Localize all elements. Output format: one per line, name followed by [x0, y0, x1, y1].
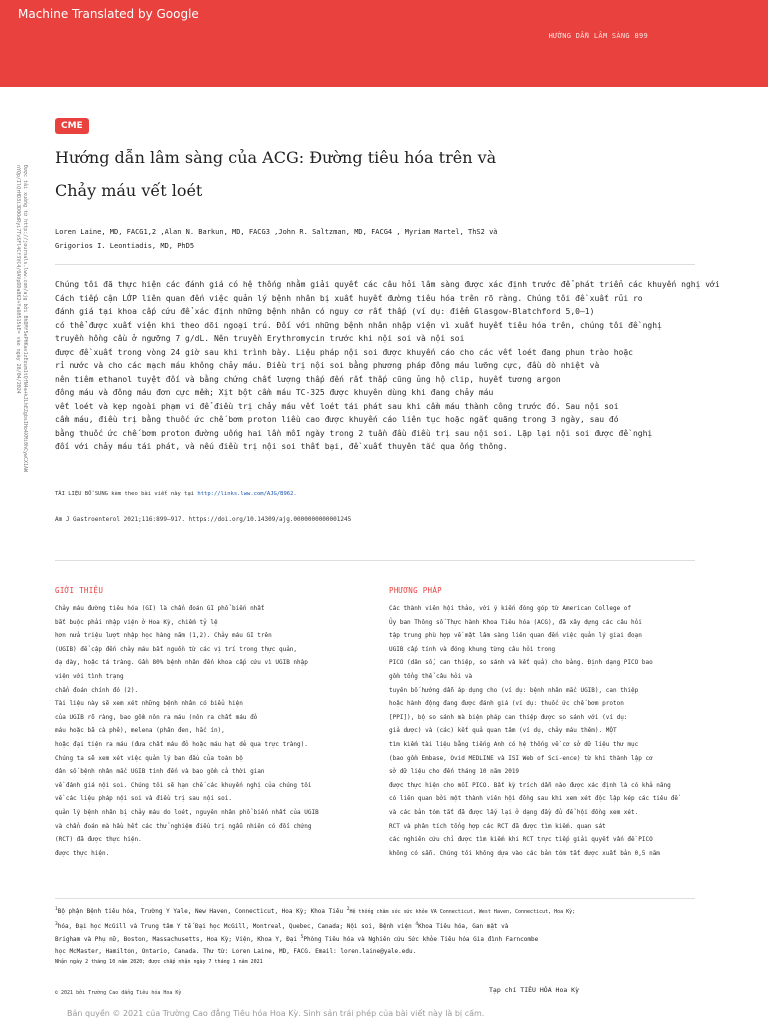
body-line: hơn nửa triệu lượt nhập học hàng năm (1,2). Chảy máu GI trên — [55, 632, 272, 640]
body-line: Chảy máu đường tiêu hóa (GI) là chẩn đoán GI phổ biến nhất — [55, 605, 265, 612]
abstract-line: đông máu và đông máu đơn cực mềm; Xịt bột cầm máu TC-325 được khuyên dùng khi đang chảy máu — [55, 388, 494, 397]
supplementary-note — [55, 491, 297, 497]
abstract-line: Chúng tôi đã thực hiện các đánh giá có hệ thống nhằm giải quyết các câu hỏi lâm sàng được xác định trước để phát triển các khuyến nghị với — [55, 280, 720, 289]
title-line: Hướng dẫn lâm sàng của ACG: Đường tiêu hóa trên và — [55, 148, 497, 167]
body-line: về đánh giá nội soi. Chúng tôi sẽ hạn chế các khuyến nghị của chúng tôi — [55, 781, 312, 789]
body-line: gồm tổng thể câu hỏi và — [389, 672, 473, 680]
abstract-line: được đề xuất trong vòng 24 giờ sau khi trình bày. Liệu pháp nội soi được khuyến cáo cho các vết loét đang phun trào hoặc — [55, 347, 633, 357]
affiliations — [55, 904, 705, 969]
abstract-line: truyền hồng cầu ở ngưỡng 7 g/dL. Nên truyền Erythromycin trước khi nội soi và nội soi — [55, 334, 465, 343]
download-notice — [14, 165, 28, 525]
body-line: Tài liệu này sẽ xem xét những bệnh nhân có biểu hiện — [55, 700, 243, 708]
body-line: (bao gồm Embase, Ovid MEDLINE và ISI Web of Sci-ence) từ khi thành lập cơ — [389, 754, 653, 762]
body-line: các nghiên cứu chỉ được tìm kiếm khi RCT trực tiếp giải quyết vấn đề PICO — [389, 836, 653, 844]
abstract-line: đối với chảy máu tái phát, và nếu điều trị nội soi thất bại, đề xuất thuyên tắc qua ống thông. — [55, 442, 508, 451]
methods-heading: PHƯƠNG PHÁP — [389, 586, 442, 595]
author-line: Grigorios I. Leontiadis, MD, PhD5 — [55, 242, 195, 250]
abstract-line: có thể được xuất viện khi theo dõi ngoại trú. Đối với những bệnh nhân nhập viện vì xuất huyết tiêu hóa trên, chúng tôi đề nghị — [55, 320, 662, 330]
body-line: có liên quan bởi một thành viên hội đồng sau khi xem xét độc lập kép các tiêu đề — [389, 795, 678, 803]
affiliation-line: $^1$Bộ phận Bệnh tiêu hóa, Trường Y Yale, New Haven, Connecticut, Hoa Kỳ; Khoa Tiêu $^2$Hệ thống chăm sóc sức khỏe VA Connecticut, West Haven, Connecticut, Hoa Kỳ; — [55, 907, 576, 915]
divider — [55, 560, 695, 561]
citation: Am J Gastroenterol 2021;116:899–917. https://doi.org/10.14309/ajg.0000000000001245 — [55, 516, 352, 523]
divider — [55, 898, 695, 899]
abstract-line: vết loét và kẹp ngoài phạm vi để điều trị chảy máu vết loét tái phát sau khi cầm máu thành công trước đó. Sau nội soi — [55, 401, 619, 411]
machine-translation-label: Machine Translated by Google — [18, 7, 199, 21]
introduction-section — [55, 586, 373, 860]
methods-section — [389, 586, 707, 860]
running-head: HƯỚNG DẪN LÂM SÀNG 899 — [548, 32, 648, 40]
author-list — [55, 225, 615, 253]
body-line: tuyên bố hướng dẫn áp dụng cho (ví dụ: bệnh nhân mắc UGIB), can thiệp — [389, 686, 639, 694]
body-line: được thực hiện. — [55, 849, 110, 857]
body-line: hoặc đại tiện ra máu (đưa chất máu đỏ hoặc máu hạt dẻ qua trực tràng). — [55, 740, 308, 748]
body-line: không có sẵn. Chúng tôi không dựa vào các bản tóm tắt được xuất bản 0,5 năm — [389, 849, 660, 857]
abstract-line: rỉ nước và cho các mạch máu không chảy máu. Điều trị nội soi bằng phương pháp đông máu lưỡng cực, đầu dò nhiệt và — [55, 361, 600, 370]
body-line: giả dược) và (các) kết quả quan tâm (ví dụ, chảy máu thêm). MỘT — [389, 727, 617, 735]
cme-badge: CME — [55, 118, 89, 134]
body-line: UGIB cấp tính và đóng khung từng câu hỏi trong — [389, 645, 556, 653]
author-line: Loren Laine, MD, FACG1,2 ,Alan N. Barkun, MD, FACG3 ,John R. Saltzman, MD, FACG4 , Myriam Martel, ThS2 và — [55, 228, 498, 236]
body-line: Các thành viên hội thảo, với ý kiến đóng góp từ American College of — [389, 605, 632, 612]
body-line: (UGIB) để cập đến chảy máu bắt nguồn từ các vị trí trong thực quản, — [55, 645, 298, 653]
supplementary-label: TÀI LIỆU BỔ SUNG kèm theo bài viết này tại — [55, 491, 195, 497]
body-line: được thực hiện cho mỗi PICO. Bất kỳ trích dẫn nào được xác định là có khả năng — [389, 781, 671, 789]
abstract-line: Cách tiếp cận LỚP liên quan đến việc quản lý bệnh nhân bị xuất huyết đường tiêu hóa trên rõ ràng. Chúng tôi đề xuất rủi ro — [55, 293, 643, 303]
abstract-line: nên tiêm ethanol tuyệt đối và bằng chứng chất lượng thấp đến rất thấp cũng ủng hộ clip, huyết tương argon — [55, 374, 561, 384]
body-line: sở dữ liệu cho đến tháng 10 năm 2019 — [389, 768, 520, 776]
body-line: [PPI]), bộ so sánh mà biện pháp can thiệp được so sánh với (ví dụ: — [389, 713, 628, 721]
introduction-heading: GIỚI THIỆU — [55, 586, 104, 595]
affiliation-line: $^3$hóa, Đại học McGill và Trung tâm Y tế Đại học McGill, Montreal, Quebec, Canada; Nội soi, Bệnh viện $^4$Khoa Tiêu hóa, Gan mật và — [55, 921, 509, 930]
affiliation-line: Brigham và Phụ nữ, Boston, Massachusetts, Hoa Kỳ; Viện, Khoa Y, Đại $^5$Phòng Tiêu hóa và Nghiên cứu Sức khỏe Tiêu hóa Gia đình Farncombe — [55, 935, 539, 943]
footer-journal-name: Tạp chí TIÊU HÓA Hoa Kỳ — [489, 986, 580, 994]
body-line: hoặc hành động đang được đánh giá (ví dụ: thuốc ức chế bơm proton — [389, 700, 624, 708]
body-line: bắt buộc phải nhập viện ở Hoa Kỳ, chiếm tỷ lệ — [55, 618, 218, 626]
body-line: quản lý bệnh nhân bị chảy máu do loét, nguyên nhân phổ biến nhất của UGIB — [55, 808, 319, 816]
abstract-line: bằng thuốc ức chế bơm proton đường uống hai lần mỗi ngày trong 2 tuần đầu điều trị sau nội soi. Lặp lại nội soi được đề nghị — [55, 428, 653, 438]
body-line: và các bản tóm tắt đã được lấy lại ở dạng đầy đủ để hội đồng xem xét. — [389, 808, 639, 816]
body-line: PICO (dân số, can thiệp, so sánh và kết quả) cho bảng. Định dạng PICO bao — [389, 659, 653, 667]
body-line: Chúng ta sẽ xem xét việc quản lý ban đầu của toàn bộ — [55, 754, 243, 762]
body-line: máu hoặc bã cà phê), melena (phân đen, hắc ín), — [55, 727, 225, 735]
download-notice-line: Được tải xuống từ http://journals.lww.com/ajg bởi BhDMf5ePHKav1zEoum1tQfN4a+kJLhEZgbsIHo4XMi0hCywCX1AW — [22, 165, 28, 473]
abstract — [55, 278, 720, 454]
affiliation-line: học McMaster, Hamilton, Ontario, Canada. Thư từ: Loren Laine, MD, FACG. Email: loren.laine@yale.edu. — [55, 947, 417, 955]
body-line: (RCT) đã được thực hiện. — [55, 836, 142, 844]
body-line: dân số bệnh nhân mắc UGIB tính đến và bao gồm cả thời gian — [55, 768, 265, 776]
body-line: và chẩn đoán mà hầu hết các thử nghiệm điều trị ngẫu nhiên có đối chứng — [55, 822, 312, 830]
body-line: RCT và phân tích tổng hợp các RCT đã được tìm kiếm. quan sát — [389, 822, 606, 830]
body-line: về các liệu pháp nội soi và điều trị sau nội soi. — [55, 795, 233, 803]
body-line: Ủy ban Thông số Thực hành Khoa Tiêu hóa (ACG), đã xây dựng các câu hỏi — [389, 618, 642, 626]
footer-copyright-society: © 2021 bởi Trường Cao đẳng Tiêu hóa Hoa Kỳ — [55, 990, 182, 996]
download-notice-line: nYQp/IlQrHD3i3D0OdRyi7TvSFl4Cf3VC4/OAVpDDa8K2+Ya6H515kE= vào ngày 28/04/2024 — [15, 165, 21, 394]
article-title — [55, 141, 615, 207]
received-dates: Nhận ngày 2 tháng 10 năm 2020; được chấp nhận ngày 7 tháng 1 năm 2021 — [55, 959, 263, 965]
body-line: tập trung phù hợp về mặt lâm sàng liên quan đến việc quản lý giai đoạn — [389, 632, 642, 640]
abstract-line: cầm máu, điều trị bằng thuốc ức chế bơm proton liều cao được khuyến cáo liên tục hoặc ngắt quãng trong 3 ngày, sau đó — [55, 415, 619, 424]
body-line: chẩn đoán chính đó (2). — [55, 686, 139, 694]
divider — [55, 264, 695, 265]
abstract-line: đánh giá tại khoa cấp cứu để xác định những bệnh nhân có nguy cơ rất thấp (ví dụ: điểm Glasgow-Blatchford 5,0–1) — [55, 307, 595, 316]
body-line: tìm kiếm tài liệu bằng tiếng Anh có hệ thống về cơ sở dữ liệu thư mục — [389, 740, 639, 748]
body-line: của UGIB rõ ràng, bao gồm nôn ra máu (nôn ra chất máu đỏ — [55, 713, 258, 721]
translation-banner — [0, 0, 768, 87]
title-line: Chảy máu vết loét — [55, 181, 203, 200]
supplementary-link[interactable]: http://links.lww.com/AJG/B962. — [197, 491, 297, 497]
body-line: dạ dày, hoặc tá tràng. Gần 80% bệnh nhân đến khoa cấp cứu vì UGIB nhập — [55, 659, 308, 667]
body-line: viện với tình trạng — [55, 672, 124, 680]
copyright-notice: Bản quyền © 2021 của Trường Cao đẳng Tiêu hóa Hoa Kỳ. Sinh sản trái phép của bài viết này là bị cấm. — [67, 1009, 485, 1018]
